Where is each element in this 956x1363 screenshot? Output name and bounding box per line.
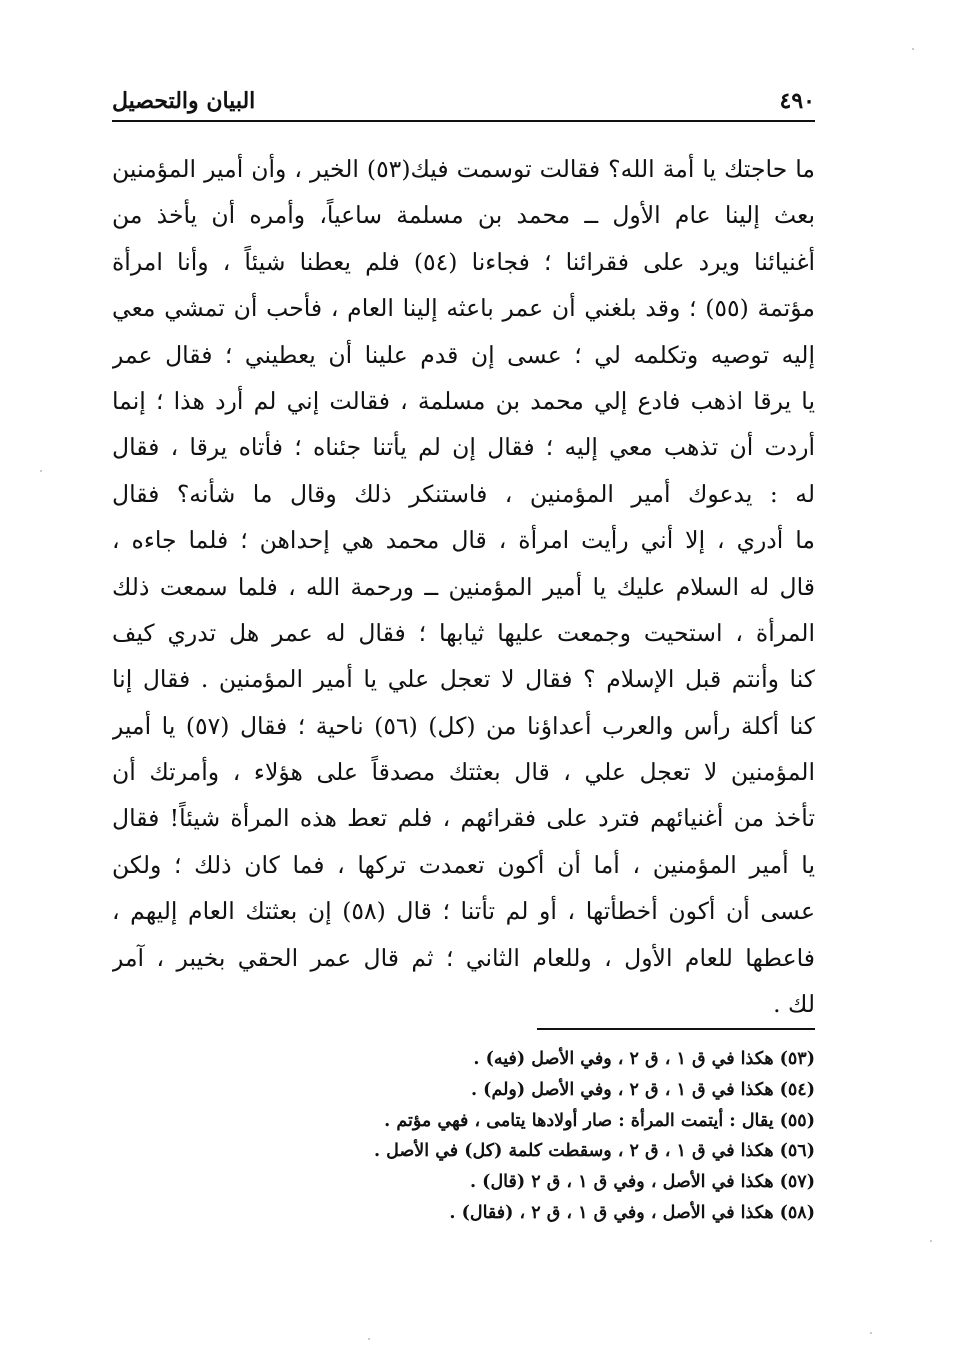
text-line: أردت أن تذهب معي إليه ؛ فقال إن لم يأتنا جئناه ؛ فأتاه يرقا ، فقال bbox=[112, 433, 815, 462]
text-line: كنا أكلة رأس والعرب أعداؤنا من (كل) (٥٦) ناحية ؛ فقال (٥٧) يا أمير bbox=[112, 711, 815, 740]
footnote-text: هكذا في ق ١ ، ق ٢ ، وفي الأصل (ولم) . bbox=[470, 1079, 774, 1100]
footnote-item bbox=[200, 1136, 815, 1167]
footnote-item bbox=[200, 1044, 815, 1075]
running-title: البيان والتحصيل bbox=[112, 88, 256, 114]
text-line: تأخذ من أغنيائهم فترد على فقرائهم ، فلم تعط هذه المرأة شيئاً! فقال bbox=[112, 804, 815, 833]
text-line: ما حاجتك يا أمة الله؟ فقالت توسمت فيك(٥٣) الخير ، وأن أمير المؤمنين bbox=[112, 155, 815, 183]
footnote-item bbox=[200, 1167, 815, 1198]
footnote-text: هكذا في ق ١ ، ق ٢ ، وسقطت كلمة (كل) في الأصل . bbox=[373, 1141, 774, 1162]
footnote-number: (٥٨) bbox=[779, 1202, 815, 1223]
main-text bbox=[112, 146, 815, 1027]
footnote-item bbox=[200, 1075, 815, 1106]
page-number: ٤٩٠ bbox=[779, 88, 815, 114]
text-line: كنا وأنتم قبل الإسلام ؟ فقال لا تعجل علي يا أمير المؤمنين . فقال إنا bbox=[112, 665, 815, 694]
text-line: أغنيائنا ويرد على فقرائنا ؛ فجاءنا (٥٤) فلم يعطنا شيئاً ، وأنا امرأة bbox=[112, 247, 815, 276]
footnote-number: (٥٧) bbox=[779, 1172, 815, 1193]
text-line: لك . bbox=[773, 990, 815, 1019]
page-header bbox=[112, 86, 815, 122]
footnote-item bbox=[200, 1106, 815, 1137]
text-line: المؤمنين لا تعجل علي ، قال بعثتك مصدقاً على هؤلاء ، وأمرتك أن bbox=[112, 758, 815, 787]
text-line: قال له السلام عليك يا أمير المؤمنين ــ ورحمة الله ، فلما سمعت ذلك bbox=[112, 572, 815, 601]
footnote-number: (٥٤) bbox=[779, 1079, 815, 1100]
footnotes bbox=[200, 1044, 815, 1229]
text-line: بعث إلينا عام الأول ــ محمد بن مسلمة ساعياً، وأمره أن يأخذ من bbox=[112, 201, 815, 230]
text-line: المرأة ، استحيت وجمعت عليها ثيابها ؛ فقال له عمر هل تدري كيف bbox=[112, 618, 815, 647]
footnote-text: هكذا في الأصل ، وفي ق ١ ، ق ٢ ، (فقال) . bbox=[449, 1202, 774, 1223]
footnote-number: (٥٥) bbox=[779, 1110, 815, 1131]
text-line: فاعطها للعام الأول ، وللعام الثاني ؛ ثم قال عمر الحقي بخيبر ، آمر bbox=[112, 943, 815, 972]
footnote-item bbox=[200, 1198, 815, 1229]
text-line: يا يرقا اذهب فادع إلي محمد بن مسلمة ، فقالت إني لم أرد هذا ؛ إنما bbox=[112, 386, 815, 415]
text-line: مؤتمة (٥٥) ؛ وقد بلغني أن عمر باعثه إلينا العام ، فأحب أن تمشي معي bbox=[112, 294, 815, 323]
footnote-text: هكذا في الأصل ، وفي ق ١ ، ق ٢ (قال) . bbox=[470, 1172, 774, 1193]
footnote-text: هكذا في ق ١ ، ق ٢ ، وفي الأصل (فيه) . bbox=[473, 1049, 774, 1069]
footnote-number: (٥٦) bbox=[779, 1141, 815, 1162]
text-line: له : يدعوك أمير المؤمنين ، فاستنكر ذلك وقال ما شأنه؟ فقال bbox=[112, 479, 815, 508]
text-line: يا أمير المؤمنين ، أما أن أكون تعمدت تركها ، فما كان ذلك ؛ ولكن bbox=[112, 850, 815, 879]
text-line: ما أدري ، إلا أني رأيت امرأة ، قال محمد هي إحداهن ؛ فلما جاءه ، bbox=[112, 526, 815, 555]
footnote-number: (٥٣) bbox=[779, 1049, 815, 1069]
text-line: إليه توصيه وتكلمه لي ؛ عسى إن قدم علينا أن يعطيني ؛ فقال عمر bbox=[112, 340, 815, 369]
footnote-divider bbox=[537, 1028, 815, 1030]
text-line: عسى أن أكون أخطأتها ، أو لم تأتنا ؛ قال (٥٨) إن بعثتك العام إليهم ، bbox=[112, 897, 815, 926]
footnote-text: يقال : أيتمت المرأة : صار أولادها يتامى ، فهي مؤتم . bbox=[384, 1110, 774, 1131]
